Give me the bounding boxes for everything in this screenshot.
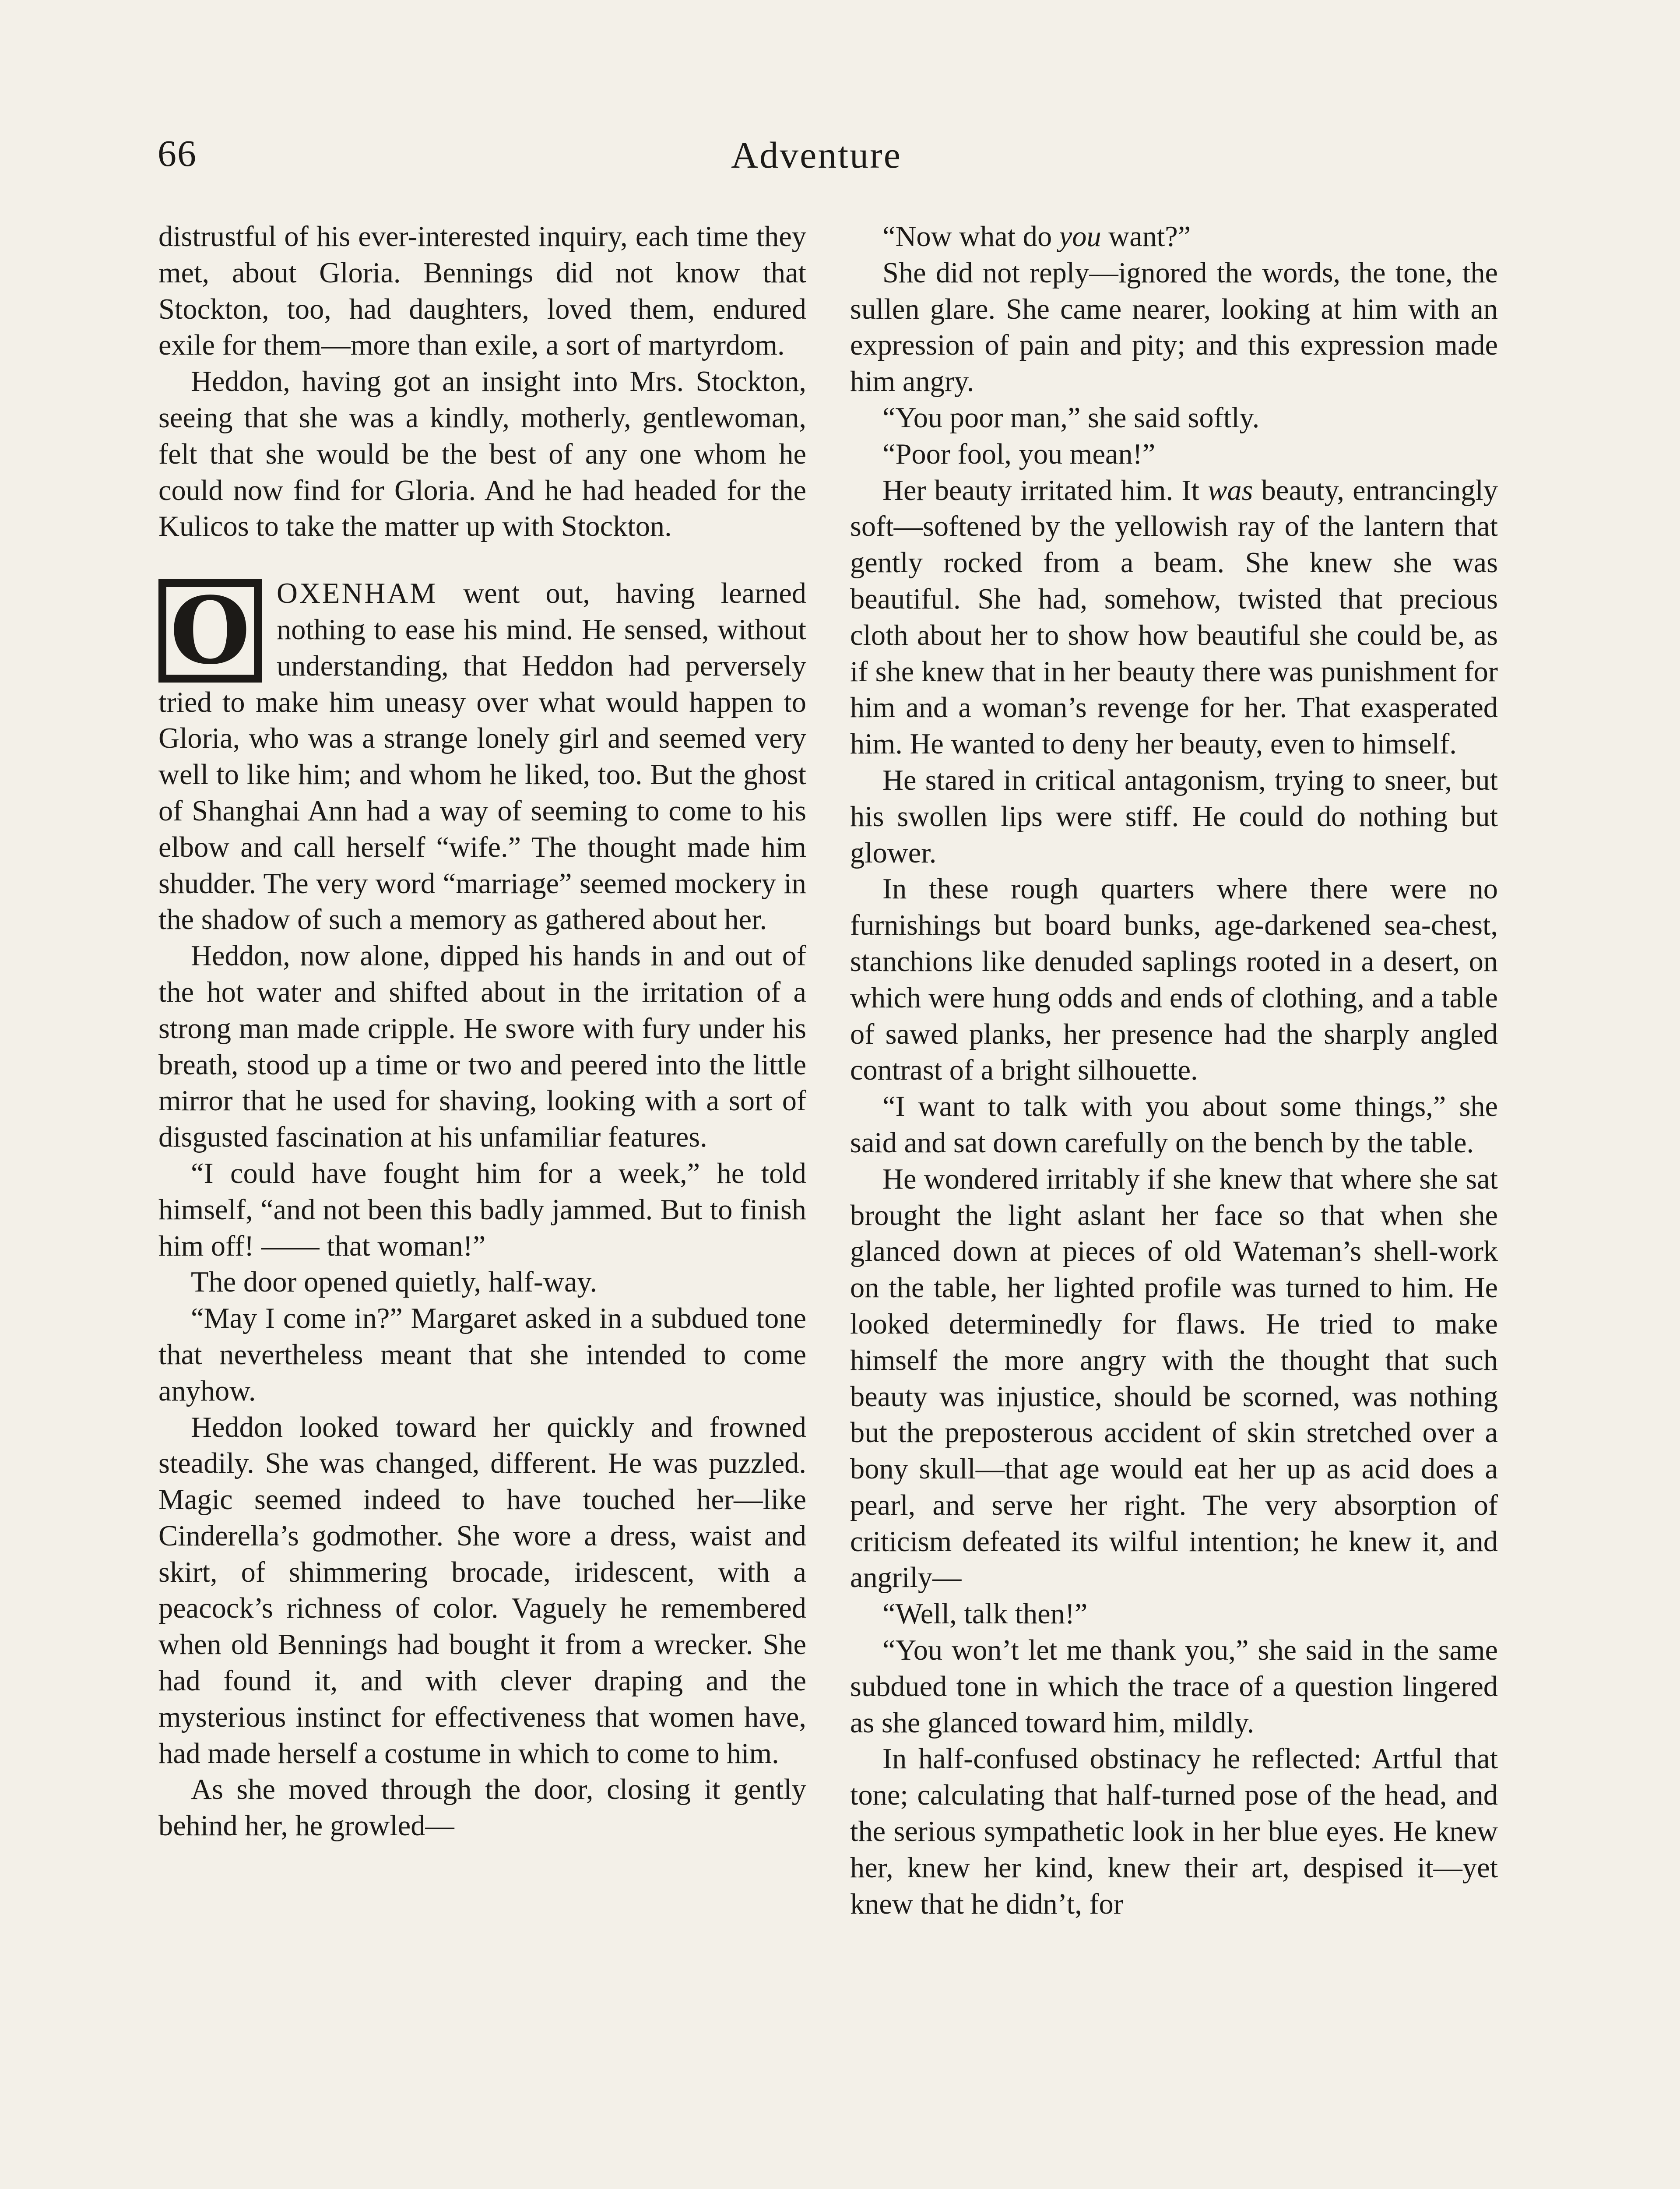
- paragraph: Heddon, having got an insight into Mrs. Stockton, seeing that she was a kindly, motherly, gentlewoman, felt that she would be the best of any one whom he could now find for Gloria. And he had headed for the Kulicos to take the matter up with Stockton.: [158, 366, 806, 543]
- text-run: want?”: [1101, 221, 1191, 253]
- paragraph: “You poor man,” she said softly.: [882, 401, 1260, 434]
- paragraph: The door opened quietly, half-way.: [191, 1266, 597, 1299]
- running-head: Adventure: [731, 134, 902, 176]
- paragraph: As she moved through the door, closing it gently behind her, he growled—: [158, 1774, 806, 1842]
- page-header: [158, 127, 1536, 193]
- paragraph: “I could have fought him for a week,” he told himself, “and not been this badly jammed. But to finish him off! —— that woman!”: [158, 1157, 806, 1262]
- emphasis: was: [1208, 474, 1253, 507]
- text-run: “Now what do: [882, 221, 1059, 253]
- paragraph: distrustful of his ever-interested inquiry, each time they met, about Gloria. Bennings did not know that Stockton, too, had daughters, loved them, endured exile for them—more than exile, a sort of martyrdom.: [158, 221, 806, 362]
- lead-word: OXENHAM: [277, 577, 438, 610]
- paragraph: “Well, talk then!”: [882, 1598, 1088, 1630]
- text-run: beauty, entrancingly soft—softened by the yellowish ray of the lantern that gently rocked from a beam. She knew she was beautiful. She had, somehow, twisted that precious cloth about her to show how beautiful she could be, as if she knew that in her beauty there was punishment for him and a woman’s revenge for her. That exasperated him. He wanted to deny her beauty, even to himself.: [850, 474, 1498, 760]
- paragraph: “You won’t let me thank you,” she said in the same subdued tone in which the trace of a question lingered as she glanced toward him, mildly.: [850, 1634, 1498, 1739]
- drop-cap: [158, 579, 262, 683]
- left-column: [158, 219, 806, 1844]
- paragraph: [850, 219, 1498, 255]
- paragraph-text: went out, having learned nothing to ease his mind. He sensed, without understanding, that Heddon had perversely tried to make him uneasy over what would happen to Gloria, who was a strange lonely girl and seemed very well to like him; and whom he liked, too. But the ghost of Shanghai Ann had a way of seeming to come to his elbow and call herself “wife.” The thought made him shudder. The very word “marriage” seemed mockery in the shadow of such a memory as gathered about her.: [158, 577, 806, 936]
- section-start: [158, 576, 806, 938]
- paragraph: Heddon looked toward her quickly and frowned steadily. She was changed, different. He was puzzled. Magic seemed indeed to have touched her—like Cinderella’s godmother. She wore a dress, waist and skirt, of shimmering brocade, iridescent, with a peacock’s richness of color. Vaguely he remembered when old Bennings had bought it from a wrecker. She had found it, and with clever draping and the mysterious instinct for effectiveness that women have, had made herself a costume in which to come to him.: [158, 1411, 806, 1770]
- paragraph: He stared in critical antagonism, trying to sneer, but his swollen lips were stiff. He could do nothing but glower.: [850, 764, 1498, 869]
- page-number: 66: [158, 132, 197, 174]
- paragraph: He wondered irritably if she knew that where she sat brought the light aslant her face so that when she glanced down at pieces of old Wateman’s shell-work on the table, her lighted profile was turned to him. He looked determinedly for flaws. He tried to make himself the more angry with the thought that such beauty was injustice, should be scorned, was nothing but the preposterous accident of skin stretched over a bony skull—that age would eat her up as acid does a pearl, and serve her right. The very absorption of criticism defeated its wilful intention; he knew it, and angrily—: [850, 1163, 1498, 1594]
- paragraph: She did not reply—ignored the words, the tone, the sullen glare. She came nearer, looking at him with an expression of pain and pity; and this expression made him angry.: [850, 257, 1498, 398]
- paragraph: In these rough quarters where there were no furnishings but board bunks, age-darkened sea-chest, stanchions like denuded saplings rooted in a desert, on which were hung odds and ends of clothing, and a table of sawed planks, her presence had the sharply angled contrast of a bright silhouette.: [850, 873, 1498, 1087]
- paragraph: Heddon, now alone, dipped his hands in and out of the hot water and shifted about in the irritation of a strong man made cripple. He swore with fury under his breath, stood up a time or two and peered into the little mirror that he used for shaving, looking with a sort of disgusted fascination at his unfamiliar features.: [158, 940, 806, 1154]
- emphasis: you: [1059, 221, 1101, 253]
- drop-cap-letter: O: [170, 577, 250, 685]
- paragraph: [850, 473, 1498, 763]
- right-column: [850, 219, 1498, 1922]
- paragraph: In half-confused obstinacy he reflected: Artful that tone; calculating that half-turned pose of the head, and the serious sympathetic look in her blue eyes. He knew her, knew her kind, knew their art, despised it—yet knew that he didn’t, for: [850, 1743, 1498, 1920]
- paragraph: “I want to talk with you about some things,” she said and sat down carefully on the bench by the table.: [850, 1091, 1498, 1159]
- paragraph: “May I come in?” Margaret asked in a subdued tone that nevertheless meant that she intended to come anyhow.: [158, 1302, 806, 1407]
- paragraph: “Poor fool, you mean!”: [882, 438, 1156, 470]
- text-run: Her beauty irritated him. It: [882, 474, 1208, 507]
